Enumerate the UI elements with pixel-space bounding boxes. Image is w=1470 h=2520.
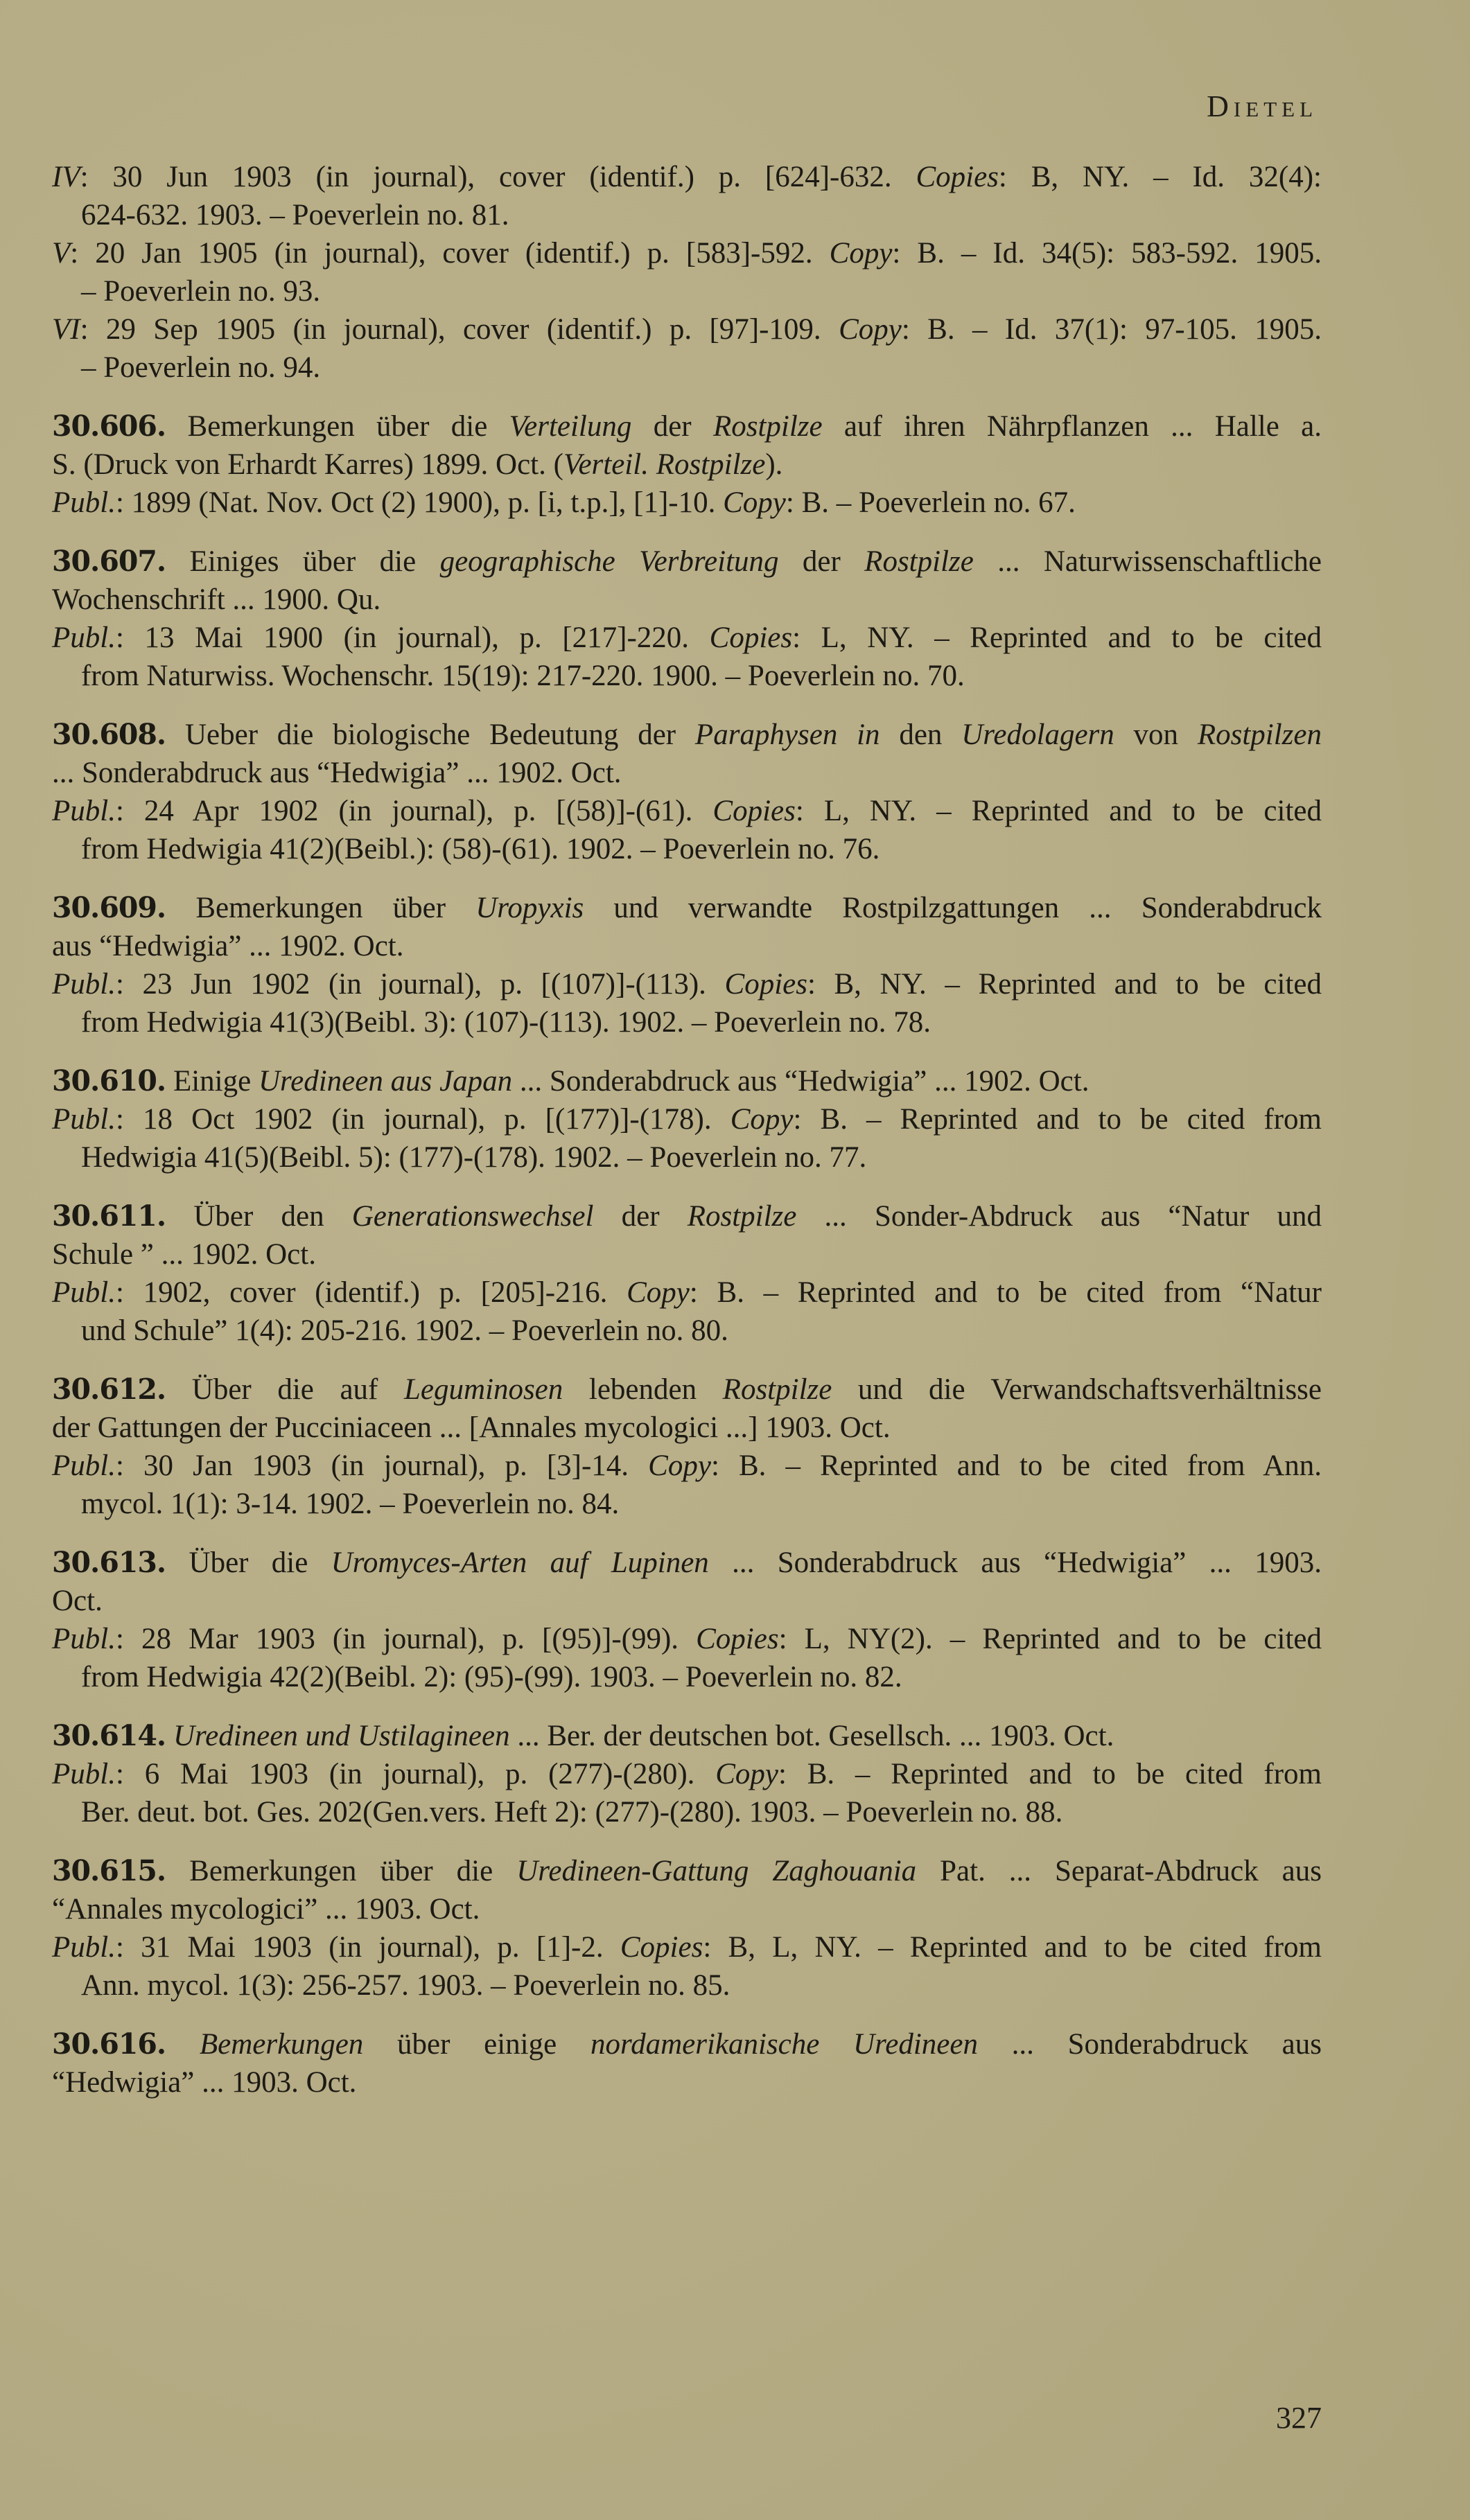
italic-text: Verteil. Rostpilze [563,448,766,481]
italic-text: nordamerikanische Uredineen [590,2028,978,2061]
text-segment [166,1720,173,1752]
text-segment: ... Sonderabdruck aus “Hedwigia” ... 1902. Oct. [512,1065,1090,1098]
text-line [52,716,1322,754]
text-line [52,1100,1322,1138]
text-segment: “Annales mycologici” ... 1903. Oct. [52,1893,480,1926]
text-line [52,754,1322,792]
text-line [52,1371,1322,1409]
text-line [52,1890,1322,1928]
text-segment: auf ihren Nährpflanzen ... Halle a. [822,410,1322,443]
text-segment: : B. – Poeverlein no. 67. [785,486,1076,519]
text-segment: : 1902, cover (identif.) p. [205]-216. [115,1276,627,1309]
text-segment: : 29 Sep 1905 (in journal), cover (identif.) p. [97]-109. [80,313,839,346]
bibliography-entry [52,543,1322,695]
text-line [52,1003,1322,1041]
entry-number: 30.606. [52,409,166,443]
bibliography-entry [52,1717,1322,1831]
text-segment: lebenden [563,1373,723,1406]
italic-text: Publ. [52,1931,116,1964]
text-line [52,1582,1322,1620]
text-segment: : 28 Mar 1903 (in journal), p. [(95)]-(99). [115,1623,697,1655]
text-segment: Hedwigia 41(5)(Beibl. 5): (177)-(178). 1902. – Poeverlein no. 77. [81,1141,867,1174]
text-segment: der [778,545,865,578]
text-line [52,657,1322,695]
text-segment: Bemerkungen über die [166,410,509,443]
text-segment: Oct. [52,1585,103,1617]
bibliography-entry [52,407,1322,522]
bibliography-entry [52,889,1322,1041]
italic-text: Copy [715,1758,778,1790]
text-segment: Bemerkungen über [166,892,476,924]
italic-text: IV [52,161,80,193]
text-segment: mycol. 1(1): 3-14. 1902. – Poeverlein no. 84. [81,1488,620,1520]
text-line [52,234,1322,272]
text-line [52,1620,1322,1658]
bibliography-entry [52,716,1322,868]
text-segment: : 20 Jan 1905 (in journal), cover (identif.) p. [583]-592. [70,237,830,270]
text-line [52,1312,1322,1350]
italic-text: Copies [712,795,796,827]
text-segment: der [593,1200,688,1233]
italic-text: Publ. [52,968,116,1001]
text-segment: aus “Hedwigia” ... 1902. Oct. [52,930,404,962]
text-line [52,1717,1322,1755]
text-segment: Einige [166,1065,259,1098]
text-line [52,1928,1322,1966]
text-line [52,1447,1322,1485]
text-line [52,349,1322,387]
text-line [52,792,1322,830]
bibliography-entry [52,1371,1322,1523]
italic-text: Copies [724,968,807,1001]
italic-text: Copies [696,1623,779,1655]
italic-text: Copy [723,486,786,519]
text-segment: Einiges über die [166,545,440,578]
text-line [52,1755,1322,1793]
text-segment: ... Sonderabdruck aus [977,2028,1322,2061]
italic-text: Generationswechsel [351,1200,594,1233]
text-line [52,484,1322,522]
entry-number: 30.616. [52,2027,166,2061]
italic-text: Publ. [52,1450,116,1482]
italic-text: Uropyxis [475,892,584,924]
entry-number: 30.613. [52,1546,166,1579]
italic-text: Copies [709,622,793,654]
bibliography-entry [52,1197,1322,1350]
volume-part-v [52,234,1322,310]
text-segment [166,2028,200,2061]
italic-text: Copies [916,161,999,193]
text-line [52,2063,1322,2102]
text-line [52,196,1322,234]
text-segment: : B, NY. – Reprinted and to be cited [807,968,1322,1001]
italic-text: Rostpilze [687,1200,797,1233]
text-line [52,889,1322,927]
bibliography-entry [52,2025,1322,2102]
text-line [52,1544,1322,1582]
text-segment: : 18 Oct 1902 (in journal), p. [(177)]-(178). [115,1103,730,1136]
text-segment: der Gattungen der Pucciniaceen ... [Annales mycologici ...] 1903. Oct. [52,1411,891,1444]
italic-text: Copy [730,1103,794,1136]
text-segment: : 30 Jun 1903 (in journal), cover (identif.) p. [624]-632. [80,161,916,193]
italic-text: Uredineen-Gattung Zaghouania [516,1855,917,1887]
entry-number: 30.614. [52,1719,166,1752]
text-line [52,1409,1322,1447]
volume-parts [52,158,1322,387]
text-line [52,927,1322,965]
text-line [52,1274,1322,1312]
italic-text: Uredineen und Ustilagineen [173,1720,510,1752]
italic-text: Copy [627,1276,690,1309]
text-line [52,2025,1322,2063]
text-segment: from Hedwigia 41(2)(Beibl.): (58)-(61). 1902. – Poeverlein no. 76. [81,833,880,865]
entry-number: 30.615. [52,1854,166,1887]
entry-number: 30.612. [52,1373,166,1406]
text-segment: ... Sonderabdruck aus “Hedwigia” ... 1903. [708,1547,1322,1579]
italic-text: Rostpilze [712,410,823,443]
text-segment: : B. – Reprinted and to be cited from [778,1758,1322,1790]
text-segment: : L, NY(2). – Reprinted and to be cited [778,1623,1322,1655]
italic-text: Copy [648,1450,711,1482]
italic-text: Publ. [52,1103,116,1136]
italic-text: Publ. [52,795,116,827]
bibliography-entry [52,1544,1322,1696]
text-segment: über einige [363,2028,590,2061]
text-line [52,158,1322,196]
text-segment: from Hedwigia 42(2)(Beibl. 2): (95)-(99). 1903. – Poeverlein no. 82. [81,1661,902,1693]
text-segment: den [880,719,962,751]
text-line [52,310,1322,349]
text-segment: : 31 Mai 1903 (in journal), p. [1]-2. [115,1931,620,1964]
text-line [52,543,1322,581]
text-segment: Bemerkungen über die [166,1855,517,1887]
italic-text: Leguminosen [403,1373,563,1406]
text-segment: Ann. mycol. 1(3): 256-257. 1903. – Poeverlein no. 85. [81,1969,730,2002]
text-segment: Über den [166,1200,352,1233]
italic-text: Copy [839,313,902,346]
italic-text: Rostpilze [864,545,974,578]
bibliography-body [52,158,1322,2122]
italic-text: Publ. [52,486,116,519]
text-segment: ... Sonderabdruck aus “Hedwigia” ... 1902. Oct. [52,757,622,789]
entry-number: 30.608. [52,718,166,751]
text-segment: Ber. deut. bot. Ges. 202(Gen.vers. Heft 2): (277)-(280). 1903. – Poeverlein no. 88. [81,1796,1063,1829]
italic-text: VI [52,313,80,346]
text-segment: : L, NY. – Reprinted and to be cited [795,795,1322,827]
text-line [52,1966,1322,2004]
text-segment: : 13 Mai 1900 (in journal), p. [217]-220. [115,622,710,654]
text-segment: und verwandte Rostpilzgattungen ... Sonderabdruck [584,892,1322,924]
volume-part-iv [52,158,1322,234]
entry-number: 30.609. [52,891,166,924]
italic-text: Uromyces-Arten auf Lupinen [331,1547,709,1579]
text-segment: von [1114,719,1198,751]
italic-text: Rostpilzen [1197,719,1322,751]
text-segment: Ueber die biologische Bedeutung der [166,719,695,751]
text-line [52,446,1322,484]
italic-text: Publ. [52,622,116,654]
text-segment: Über die auf [166,1373,404,1406]
italic-text: Publ. [52,1276,116,1309]
bibliography-entry [52,1852,1322,2004]
text-line [52,619,1322,657]
text-segment: ). [765,448,783,481]
entry-list [52,407,1322,2102]
running-head: Dietel [1207,89,1318,123]
text-segment: from Naturwiss. Wochenschr. 15(19): 217-220. 1900. – Poeverlein no. 70. [81,660,965,692]
text-line [52,1235,1322,1274]
text-segment: : L, NY. – Reprinted and to be cited [792,622,1322,654]
text-line [52,1062,1322,1100]
entry-number: 30.611. [52,1199,166,1233]
text-segment: : 23 Jun 1902 (in journal), p. [(107)]-(113). [115,968,725,1001]
text-segment: : B. – Reprinted and to be cited from [793,1103,1322,1136]
italic-text: Copy [829,237,893,270]
text-line [52,1138,1322,1177]
text-segment: der [631,410,713,443]
text-line [52,965,1322,1003]
bibliography-entry [52,1062,1322,1177]
text-line [52,581,1322,619]
text-line [52,272,1322,310]
page-number: 327 [1276,2401,1322,2435]
italic-text: Uredineen aus Japan [258,1065,513,1098]
text-segment: Pat. ... Separat-Abdruck aus [916,1855,1322,1887]
italic-text: Bemerkungen [199,2028,364,2061]
text-segment: – Poeverlein no. 94. [81,351,321,384]
italic-text: Publ. [52,1623,116,1655]
italic-text: Uredolagern [961,719,1114,751]
text-segment: ... Sonder-Abdruck aus “Natur und [796,1200,1322,1233]
text-line [52,1485,1322,1523]
text-line [52,1197,1322,1235]
text-segment: : B. – Id. 34(5): 583-592. 1905. [892,237,1322,270]
text-segment: Schule ” ... 1902. Oct. [52,1238,316,1271]
entry-number: 30.610. [52,1064,166,1098]
text-segment: : B, NY. – Id. 32(4): [998,161,1322,193]
text-line [52,1658,1322,1696]
italic-text: Publ. [52,1758,116,1790]
text-segment: ... Ber. der deutschen bot. Gesellsch. ... 1903. Oct. [509,1720,1114,1752]
text-segment: und Schule” 1(4): 205-216. 1902. – Poeverlein no. 80. [81,1314,728,1347]
italic-text: Paraphysen in [694,719,880,751]
text-segment: Wochenschrift ... 1900. Qu. [52,583,381,616]
text-line [52,1852,1322,1890]
text-segment: : 24 Apr 1902 (in journal), p. [(58)]-(61). [115,795,713,827]
text-line [52,1793,1322,1831]
text-segment: : B. – Id. 37(1): 97-105. 1905. [901,313,1322,346]
text-segment: ... Naturwissenschaftliche [973,545,1322,578]
text-segment: : B. – Reprinted and to be cited from Ann. [710,1450,1322,1482]
text-segment: 624-632. 1903. – Poeverlein no. 81. [81,199,509,231]
italic-text: Verteilung [509,410,632,443]
text-line [52,830,1322,868]
text-segment: : 6 Mai 1903 (in journal), p. (277)-(280). [115,1758,716,1790]
text-segment: und die Verwandschaftsverhältnisse [832,1373,1322,1406]
text-segment: : B, L, NY. – Reprinted and to be cited from [703,1931,1322,1964]
text-segment: “Hedwigia” ... 1903. Oct. [52,2066,357,2099]
text-segment: – Poeverlein no. 93. [81,275,321,308]
text-segment: S. (Druck von Erhardt Karres) 1899. Oct. ( [52,448,563,481]
text-segment: from Hedwigia 41(3)(Beibl. 3): (107)-(113). 1902. – Poeverlein no. 78. [81,1006,931,1039]
text-segment: : 1899 (Nat. Nov. Oct (2) 1900), p. [i, t.p.], [1]-10. [115,486,724,519]
text-line [52,407,1322,446]
text-segment: : 30 Jan 1903 (in journal), p. [3]-14. [115,1450,649,1482]
volume-part-vi [52,310,1322,387]
text-segment: : B. – Reprinted and to be cited from “Natur [689,1276,1322,1309]
entry-number: 30.607. [52,545,166,578]
italic-text: geographische Verbreitung [439,545,779,578]
italic-text: Copies [620,1931,703,1964]
italic-text: V [52,237,71,270]
text-segment: Über die [166,1547,331,1579]
italic-text: Rostpilze [722,1373,832,1406]
